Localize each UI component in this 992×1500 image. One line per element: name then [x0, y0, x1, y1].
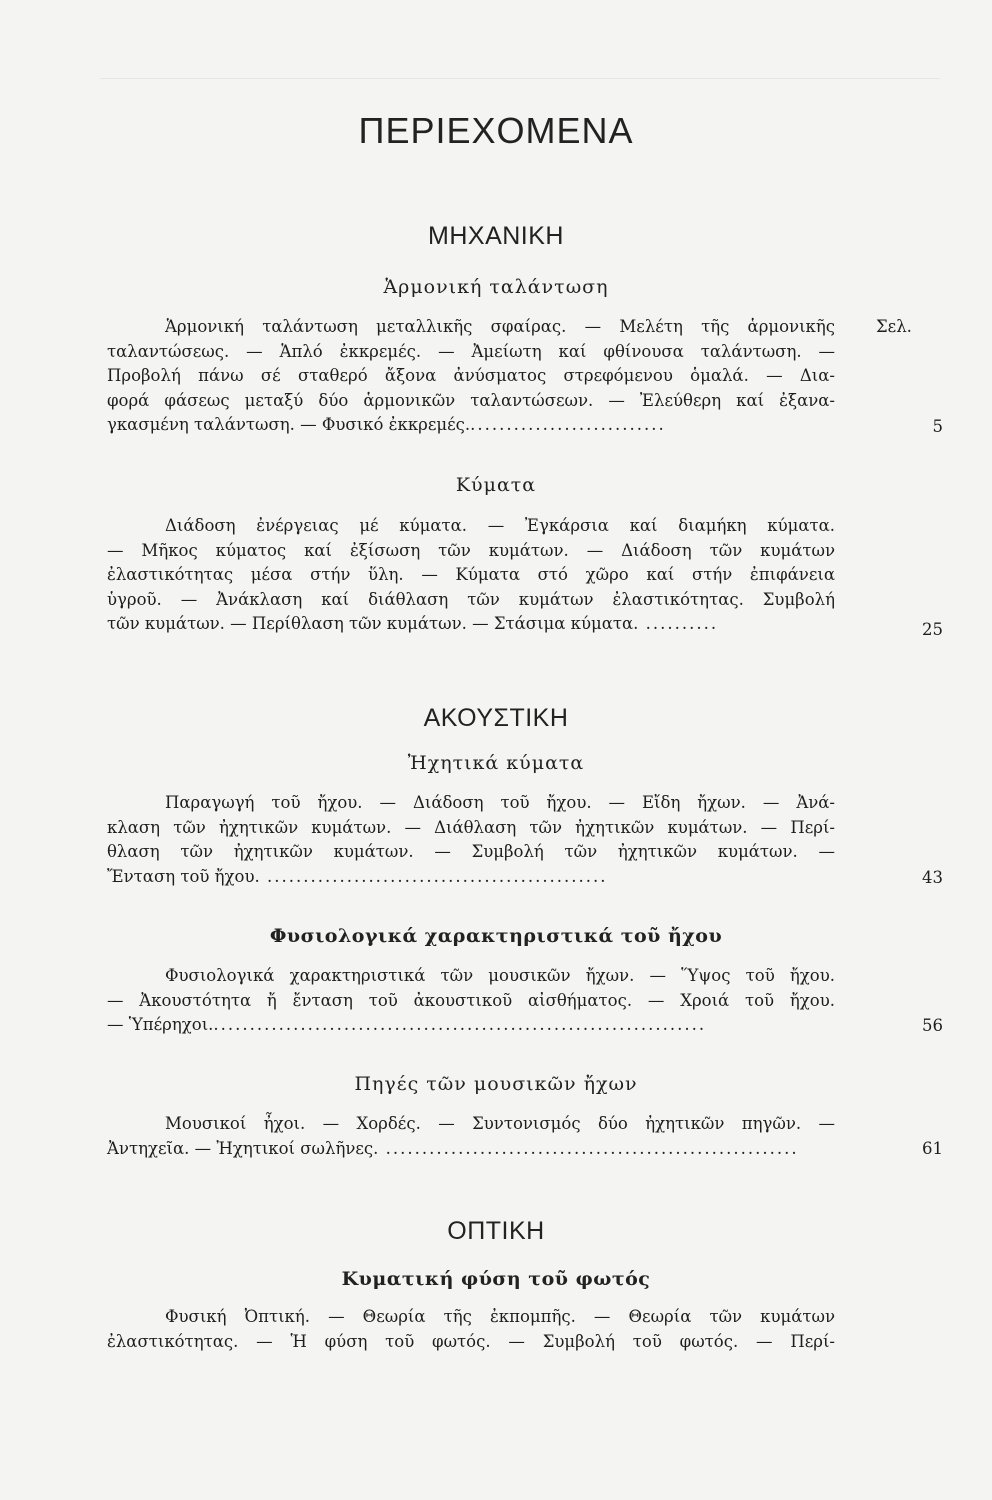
- page-number: 43: [922, 868, 943, 887]
- chapter-title-physiological-characteristics: Φυσιολογικά χαρακτηριστικά τοῦ ἤχου: [269, 925, 723, 947]
- chapter-entries-waves: [107, 514, 835, 637]
- toc-line: Ἁρμονική ταλάντωση μεταλλικῆς σφαίρας. — Μελέτη τῆς ἁρμονικῆς: [165, 317, 835, 336]
- toc-line: κλαση τῶν ἠχητικῶν κυμάτων. — Διάθλαση τῶν ἠχητικῶν κυμάτων. — Περί-: [107, 817, 835, 837]
- page-number: 25: [922, 620, 943, 639]
- chapter-title-sound-waves: Ἠχητικά κύματα: [407, 752, 585, 774]
- toc-line: — Ἀκουστότητα ἤ ἔνταση τοῦ ἀκουστικοῦ αἰσθήματος. — Χροιά τοῦ ἤχου.: [107, 990, 835, 1010]
- toc-line: ταλαντώσεως. — Ἁπλό ἐκκρεμές. — Ἀμείωτη καί φθίνουσα ταλάντωση. —: [107, 341, 835, 361]
- toc-line: θλαση τῶν ἠχητικῶν κυμάτων. — Συμβολή τῶν ἠχητικῶν κυμάτων. —: [107, 842, 835, 862]
- chapter-entries-harmonic-oscillation: [107, 315, 835, 438]
- page-number: 56: [922, 1016, 943, 1035]
- toc-line: ὑγροῦ. — Ἀνάκλαση καί διάθλαση τῶν κυμάτων ἐλαστικότητας. Συμβολή: [107, 589, 835, 609]
- toc-line-with-leader: τῶν κυμάτων. — Περίθλαση τῶν κυμάτων. — Στάσιμα κύματα. ..........: [107, 614, 719, 634]
- chapter-title-sources-of-musical-sounds: Πηγές τῶν μουσικῶν ἤχων: [354, 1073, 638, 1095]
- page-title: ΠΕΡΙΕΧΟΜΕΝΑ: [358, 110, 634, 151]
- toc-line-with-leader: — Ὑπέρηχοι.....................................................................: [107, 1015, 707, 1035]
- page-number: 5: [932, 417, 943, 436]
- toc-line: Προβολή πάνω σέ σταθερό ἄξονα ἀνύσματος στρεφόμενου ὁμαλά. — Δια-: [107, 366, 835, 386]
- toc-line: Μουσικοί ἦχοι. — Χορδές. — Συντονισμός δύο ἠχητικῶν πηγῶν. —: [165, 1114, 835, 1133]
- toc-line: Διάδοση ἐνέργειας μέ κύματα. — Ἐγκάρσια καί διαμήκη κύματα.: [165, 516, 835, 535]
- chapter-entries-physiological-characteristics: [107, 964, 835, 1038]
- toc-line-with-leader: Ἀντηχεῖα. — Ἠχητικοί σωλῆνες. .........................................................: [107, 1138, 799, 1158]
- toc-line: Φυσιολογικά χαρακτηριστικά τῶν μουσικῶν ἤχων. — Ὕψος τοῦ ἤχου.: [165, 966, 835, 985]
- page-number: 61: [922, 1139, 943, 1158]
- toc-line-with-leader: γκασμένη ταλάντωση. — Φυσικό ἐκκρεμές............................: [107, 415, 666, 435]
- show-through-rule: [100, 78, 940, 79]
- chapter-entries-sources-of-musical-sounds: [107, 1112, 835, 1161]
- toc-line: ἐλαστικότητας μέσα στήν ὕλη. — Κύματα στό χῶρο καί στήν ἐπιφάνεια: [107, 565, 835, 585]
- toc-line: φορά φάσεως μεταξύ δύο ἁρμονικῶν ταλαντώσεων. — Ἐλεύθερη καί ἐξανα-: [107, 390, 835, 410]
- toc-line: Φυσική Ὀπτική. — Θεωρία τῆς ἐκπομπῆς. — Θεωρία τῶν κυμάτων: [165, 1307, 835, 1326]
- chapter-title-harmonic-oscillation: Ἁρμονική ταλάντωση: [383, 276, 609, 298]
- toc-line: Παραγωγή τοῦ ἤχου. — Διάδοση τοῦ ἤχου. — Εἴδη ἤχων. — Ἀνά-: [165, 793, 835, 812]
- chapter-entries-sound-waves: [107, 791, 835, 889]
- section-title-optics: ΟΠΤΙΚΗ: [447, 1217, 545, 1245]
- toc-line-with-leader: Ἔνταση τοῦ ἤχου. ...............................................: [107, 866, 608, 886]
- chapter-entries-wave-nature-of-light: [107, 1305, 835, 1354]
- chapter-title-waves: Κύματα: [455, 474, 537, 496]
- toc-line: — Μῆκος κύματος καί ἐξίσωση τῶν κυμάτων. — Διάδοση τῶν κυμάτων: [107, 540, 835, 560]
- toc-line: ἐλαστικότητας. — Ἡ φύση τοῦ φωτός. — Συμβολή τοῦ φωτός. — Περί-: [107, 1331, 835, 1351]
- chapter-title-wave-nature-of-light: Κυματική φύση τοῦ φωτός: [341, 1268, 651, 1290]
- section-title-acoustics: ΑΚΟΥΣΤΙΚΗ: [423, 704, 569, 732]
- page-column-label: Σελ.: [876, 317, 912, 336]
- section-title-mechanics: ΜΗΧΑΝΙΚΗ: [428, 222, 564, 250]
